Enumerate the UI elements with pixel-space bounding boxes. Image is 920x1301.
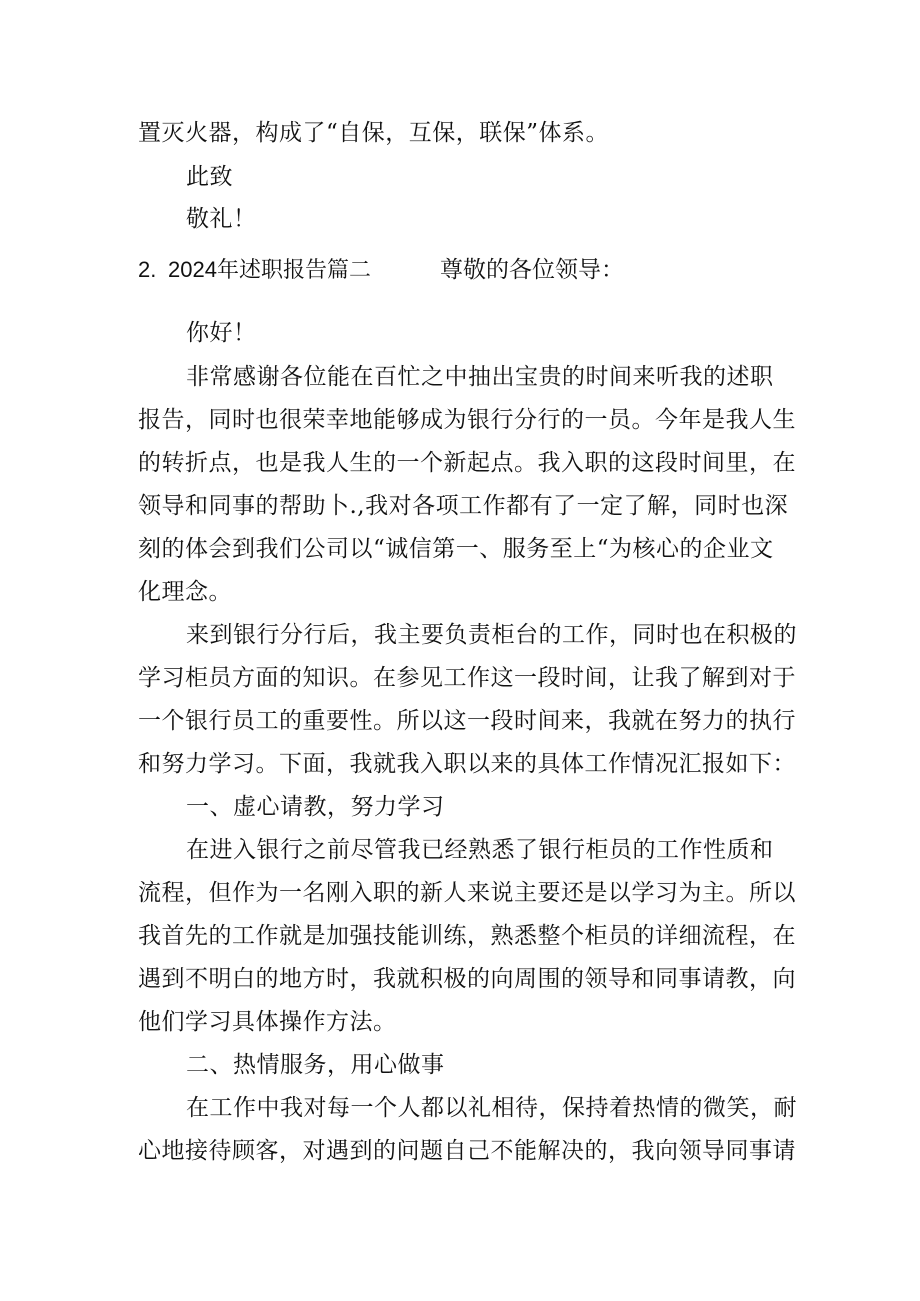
paragraph-line: 学习柜员方面的知识。在参见工作这一段时间，让我了解到对于 xyxy=(138,665,796,691)
paragraph-line: 遇到不明白的地方时，我就积极的向周围的领导和同事请教，向 xyxy=(138,966,796,992)
paragraph-line: 化理念。 xyxy=(138,579,232,605)
section-number: 2. xyxy=(138,257,157,282)
paragraph-line: 报告，同时也很荣幸地能够成为银行分行的一员。今年是我人生 xyxy=(138,407,796,433)
greeting-line: 你好！ xyxy=(186,320,257,346)
closing-line: 敬礼！ xyxy=(186,206,257,232)
paragraph-line: 来到银行分行后，我主要负责柜台的工作，同时也在积极的 xyxy=(186,622,797,648)
paragraph-line: 和努力学习。下面，我就我入职以来的具体工作情况汇报如下： xyxy=(138,751,796,777)
subsection-heading: 二、热情服务，用心做事 xyxy=(186,1052,445,1078)
paragraph-line: 心地接待顾客，对遇到的问题自己不能解决的，我向领导同事请 xyxy=(138,1138,796,1164)
subsection-heading: 一、虚心请教，努力学习 xyxy=(186,794,445,820)
paragraph-line: 一个银行员工的重要性。所以这一段时间来，我就在努力的执行 xyxy=(138,708,796,734)
paragraph-line: 置灭火器，构成了“自保，互保，联保”体系。 xyxy=(138,120,610,146)
paragraph-line: 在工作中我对每一个人都以礼相待，保持着热情的微笑，耐 xyxy=(186,1095,797,1121)
paragraph-line: 非常感谢各位能在百忙之中抽出宝贵的时间来听我的述职 xyxy=(186,364,774,390)
paragraph-line: 我首先的工作就是加强技能训练，熟悉整个柜员的详细流程，在 xyxy=(138,923,796,949)
section-title: 2024年述职报告篇二 xyxy=(168,257,371,282)
closing-line: 此致 xyxy=(186,164,233,190)
paragraph-line: 领导和同事的帮助卜.,我对各项工作都有了一定了解，同时也深 xyxy=(138,493,789,519)
paragraph-line: 他们学习具体操作方法。 xyxy=(138,1009,397,1035)
salutation: 尊敬的各位领导： xyxy=(440,257,624,283)
paragraph-line: 的转折点，也是我人生的一个新起点。我入职的这段时间里，在 xyxy=(138,450,796,476)
paragraph-line: 流程，但作为一名刚入职的新人来说主要还是以学习为主。所以 xyxy=(138,880,796,906)
paragraph-line: 在进入银行之前尽管我已经熟悉了银行柜员的工作性质和 xyxy=(186,837,774,863)
paragraph-line: 刻的体会到我们公司以“诚信第一、服务至上“为核心的企业文 xyxy=(138,536,774,562)
